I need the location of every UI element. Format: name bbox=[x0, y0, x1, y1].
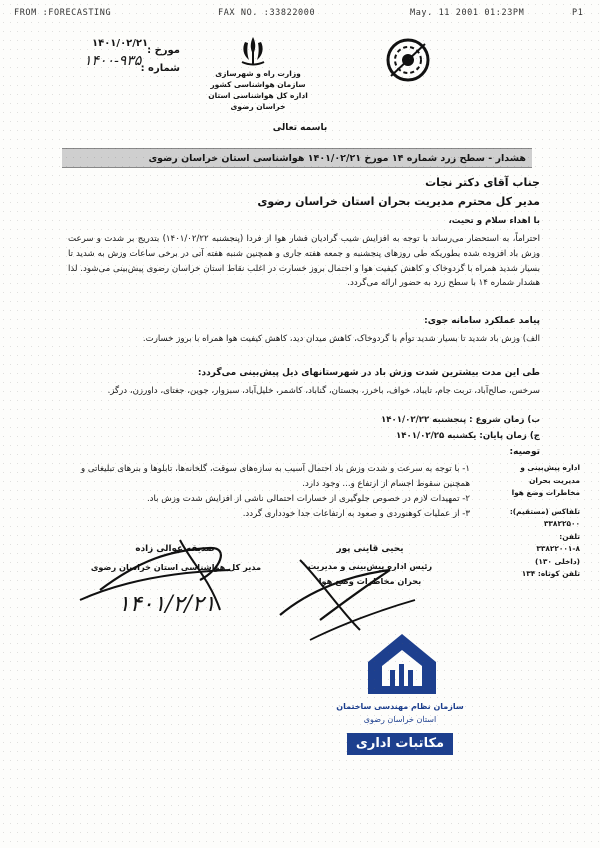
recipient-title: مدیر کل محترم مدیریت بحران استان خراسان رضوی bbox=[257, 195, 540, 208]
end-time: ج) زمان پایان: یکشنبه ۱۴۰۱/۰۲/۲۵ bbox=[395, 431, 540, 441]
left-signer-name: صدیقه عوالی زاده bbox=[135, 544, 215, 554]
date-value: ۱۴۰۱/۰۲/۲۱ bbox=[92, 38, 149, 49]
side-phone-value: ۳۳۸۲۲۰۰۱-۸ bbox=[536, 544, 580, 553]
affected-list: سرخس، صالح‌آباد، تربت جام، تایباد، خواف، باخرز، بجستان، گناباد، کاشمر، خلیل‌آباد، سبزوار، جوین، جغتای، داورزن، درگز. bbox=[107, 386, 540, 396]
affected-title: طی این مدت بیشترین شدت وزش باد در شهرستانهای ذیل پیش‌بینی می‌گردد: bbox=[197, 368, 540, 378]
side-short-code-label: تلفن کوتاه: bbox=[537, 569, 580, 578]
side-ext: (داخلی ۱۳۰) bbox=[534, 556, 580, 566]
greeting: با اهداء سلام و تحیت، bbox=[448, 216, 540, 226]
org-block bbox=[198, 68, 318, 112]
side-fax-label: تلفاکس (مستقیم): bbox=[509, 506, 580, 516]
handwritten-date: ۱۴۰۱/۲/۲۱ bbox=[118, 592, 216, 617]
side-fax-value: ۳۳۸۲۲۵۰۰ bbox=[543, 519, 580, 528]
engineering-org-province: استان خراسان رضوی bbox=[363, 715, 437, 724]
fax-from: FROM :FORECASTING bbox=[14, 8, 112, 18]
impact-title: پیامد عملکرد سامانه جوی: bbox=[424, 316, 540, 326]
side-phone-label: تلفن: bbox=[559, 531, 580, 541]
organization-name: سازمان هواشناسی کشور bbox=[210, 80, 306, 89]
engineering-org-name: سازمان نظام مهندسی ساختمان bbox=[336, 702, 464, 711]
right-signer-name: یحیی قاینی پور bbox=[336, 544, 404, 554]
recipient-name: جناب آقای دکتر نجات bbox=[425, 176, 540, 189]
correspondence-banner: مکاتبات اداری bbox=[347, 733, 453, 755]
fax-datetime: May. 11 2001 01:23PM bbox=[410, 8, 525, 18]
engineering-org-logo-icon bbox=[360, 628, 444, 700]
side-unit: اداره پیش‌بینی و مدیریت بحران مخاطرات وضع هوا bbox=[511, 463, 580, 497]
iran-emblem-icon bbox=[236, 34, 270, 68]
recommendation-item: ۱- با توجه به سرعت و شدت وزش باد احتمال آسیب به سازه‌های سوقت، گلخانه‌ها، تابلوها و بنرهای تبلیغاتی و همچنین سقوط اجسام از ارتفاع و... وجود دارد. bbox=[80, 464, 470, 489]
intro-paragraph: احتراماً، به استحضار می‌رساند با توجه به افزایش شیب گرادیان فشار هوا از فردا (پنجشنبه ۱۴۰۱/۰۲/۲۲) بتدریج بر شدت و سرعت وزش باد افزوده شده بطوریکه طی روزهای پنجشنبه و جمعه هفته جاری و همچنین شنبه هفته آتی در برخی ساعات وزش به شدید تا بسیار شدید همراه با گردوخاک و کاهش کیفیت هوا و احتمال بروز خسارت در اغلب نقاط استان خراسان رضوی پیش‌بینی می‌شود. لذا هشدار شماره ۱۴ با سطح زرد به حضور ارائه می‌گردد. bbox=[68, 234, 540, 289]
right-signer-title-1: رئیس اداره پیش‌بینی و مدیریت bbox=[307, 561, 433, 571]
start-time: ب) زمان شروع : پنجشنبه ۱۴۰۱/۰۲/۲۲ bbox=[381, 415, 540, 425]
recommendations-title: توصیه: bbox=[509, 447, 540, 457]
subject-bar: هشدار - سطح زرد شماره ۱۴ مورخ ۱۴۰۱/۰۲/۲۱ هواشناسی استان خراسان رضوی bbox=[62, 148, 532, 168]
left-signer-title: مدیر کل هواشناسی استان خراسان رضوی bbox=[90, 562, 262, 572]
ministry-name: وزارت راه و شهرسازی bbox=[215, 69, 301, 78]
side-short-code-value: ۱۳۴ bbox=[521, 569, 536, 578]
fax-number: FAX NO. :33822000 bbox=[218, 8, 316, 18]
number-label: شماره : bbox=[140, 63, 180, 74]
date-label: مورخ : bbox=[147, 45, 180, 56]
office-name: اداره کل هواشناسی استان خراسان رضوی bbox=[208, 91, 308, 111]
basmala: باسمه تعالی bbox=[272, 123, 328, 133]
meteorology-logo-icon bbox=[383, 38, 433, 82]
fax-page: P1 bbox=[572, 8, 584, 18]
side-notes bbox=[500, 462, 580, 581]
number-value: ۱۴۰۰-۹۳۵ bbox=[84, 53, 142, 69]
recommendation-item: ۳- از عملیات کوهنوردی و صعود به ارتفاعات جدا خودداری گردد. bbox=[242, 509, 470, 519]
right-signer-title-2: بحران مخاطرات وضع هوا bbox=[318, 576, 422, 586]
recommendation-item: ۲- تمهیدات لازم در خصوص جلوگیری از خسارات احتمالی ناشی از افزایش شدت وزش باد. bbox=[146, 494, 470, 504]
impact-a: الف) وزش باد شدید تا بسیار شدید توأم با گردوخاک، کاهش میدان دید، کاهش کیفیت هوا همراه با بروز خسارت. bbox=[142, 334, 540, 344]
